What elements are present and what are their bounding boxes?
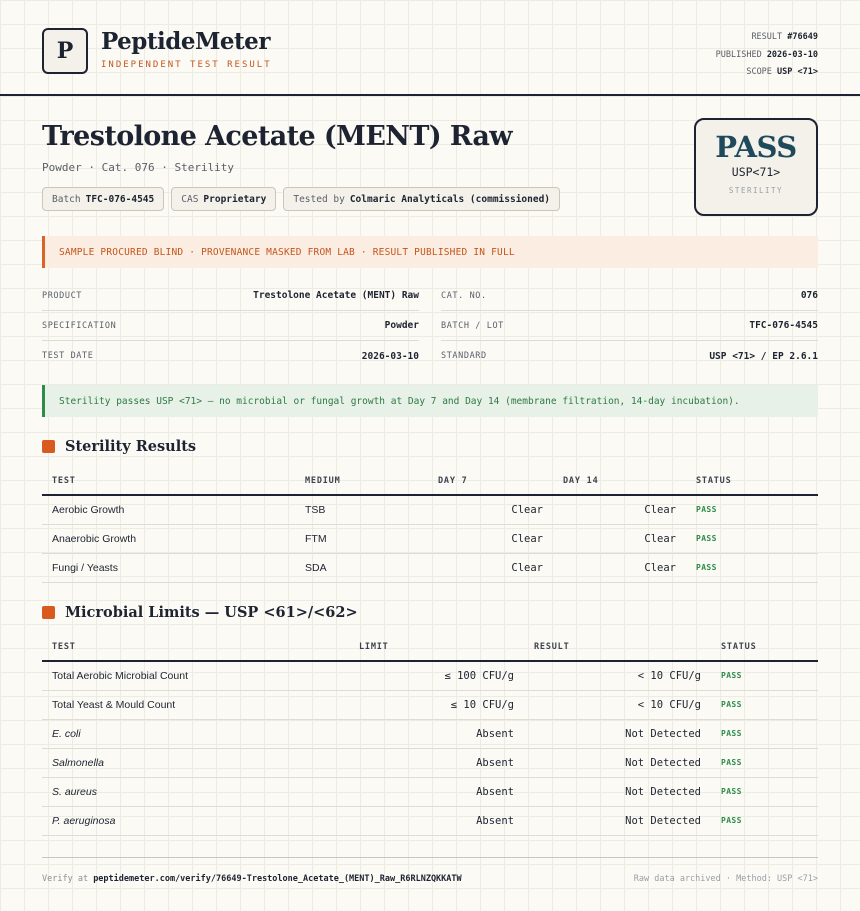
status-badge: PASS xyxy=(686,524,818,553)
result-id-line: RESULT #76649 xyxy=(751,32,818,42)
info-row-product: PRODUCT Trestolone Acetate (MENT) Raw xyxy=(42,281,419,311)
blind-sample-notice: SAMPLE PROCURED BLIND · PROVENANCE MASKED FROM LAB · RESULT PUBLISHED IN FULL xyxy=(42,236,818,268)
verify-link[interactable]: peptidemeter.com/verify/76649-Trestolone_Acetate_(MENT)_Raw_R6RLNZQKKATW xyxy=(93,874,462,884)
verdict-scope: STERILITY xyxy=(728,186,784,195)
table-header-row: TEST LIMIT RESULT STATUS xyxy=(42,633,818,661)
section-marker-icon xyxy=(42,440,55,453)
status-badge: PASS xyxy=(711,690,818,719)
table-header-row: TEST MEDIUM DAY 7 DAY 14 STATUS xyxy=(42,467,818,495)
scope-value: USP <71> xyxy=(777,67,818,77)
section-marker-icon xyxy=(42,606,55,619)
scope-line: SCOPE USP <71> xyxy=(746,67,818,77)
verdict-badge xyxy=(694,118,818,216)
table-row: Anaerobic Growth FTM Clear Clear PASS xyxy=(42,524,818,553)
table-row: Total Aerobic Microbial Count ≤ 100 CFU/g < 10 CFU/g PASS xyxy=(42,661,818,690)
cas-chip: CAS Proprietary xyxy=(171,187,276,211)
status-badge: PASS xyxy=(711,748,818,777)
status-badge: PASS xyxy=(711,806,818,835)
info-row-cat-no: CAT. NO. 076 xyxy=(441,281,818,311)
info-row-standard: STANDARD USP <71> / EP 2.6.1 xyxy=(441,350,818,362)
table-row: Salmonella Absent Not Detected PASS xyxy=(42,748,818,777)
product-subtitle: Powder · Cat. 076 · Sterility xyxy=(42,161,235,174)
published-date: 2026-03-10 xyxy=(766,49,818,60)
result-id: #76649 xyxy=(787,32,818,42)
brand-tagline: INDEPENDENT TEST RESULT xyxy=(101,60,272,70)
microbial-table xyxy=(42,633,818,836)
verify-line: Verify at peptidemeter.com/verify/76649-Trestolone_Acetate_(MENT)_Raw_R6RLNZQKKATW xyxy=(42,874,462,884)
status-badge: PASS xyxy=(711,777,818,806)
table-row: Aerobic Growth TSB Clear Clear PASS xyxy=(42,495,818,524)
table-row: E. coli Absent Not Detected PASS xyxy=(42,719,818,748)
info-row-test-date: TEST DATE 2026-03-10 xyxy=(42,350,419,362)
status-badge: PASS xyxy=(686,553,818,582)
info-row-batch-lot: BATCH / LOT TFC-076-4545 xyxy=(441,311,818,341)
summary-banner: Sterility passes USP <71> — no microbial or fungal growth at Day 7 and Day 14 (membrane filtration, 14-day incubation). xyxy=(42,385,818,417)
status-badge: PASS xyxy=(711,719,818,748)
archive-note: Raw data archived · Method: USP <71> xyxy=(633,874,818,884)
info-row-specification: SPECIFICATION Powder xyxy=(42,311,419,341)
published-line: PUBLISHED 2026-03-10 xyxy=(715,49,818,60)
header-meta xyxy=(716,29,818,82)
brand-name: PeptideMeter xyxy=(101,28,270,55)
brand-logo: P xyxy=(42,28,88,74)
info-grid-right xyxy=(441,281,818,371)
product-title: Trestolone Acetate (MENT) Raw xyxy=(42,121,512,152)
table-row: P. aeruginosa Absent Not Detected PASS xyxy=(42,806,818,835)
status-badge: PASS xyxy=(711,661,818,690)
footer-divider xyxy=(42,857,818,858)
table-row: Total Yeast & Mould Count ≤ 10 CFU/g < 10 CFU/g PASS xyxy=(42,690,818,719)
microbial-section-title: Microbial Limits — USP <61>/<62> xyxy=(42,604,358,621)
info-grid-left xyxy=(42,281,419,371)
sterility-table xyxy=(42,467,818,583)
tested-by-chip: Tested by Colmaric Analyticals (commissioned) xyxy=(283,187,560,211)
verdict-standard: USP<71> xyxy=(731,165,781,179)
batch-chip: Batch TFC-076-4545 xyxy=(42,187,164,211)
product-chips xyxy=(42,187,560,211)
sterility-section-title: Sterility Results xyxy=(42,438,196,455)
status-badge: PASS xyxy=(686,495,818,524)
verdict-word: PASS xyxy=(715,130,797,164)
table-row: S. aureus Absent Not Detected PASS xyxy=(42,777,818,806)
table-row: Fungi / Yeasts SDA Clear Clear PASS xyxy=(42,553,818,582)
report-header xyxy=(0,0,860,96)
